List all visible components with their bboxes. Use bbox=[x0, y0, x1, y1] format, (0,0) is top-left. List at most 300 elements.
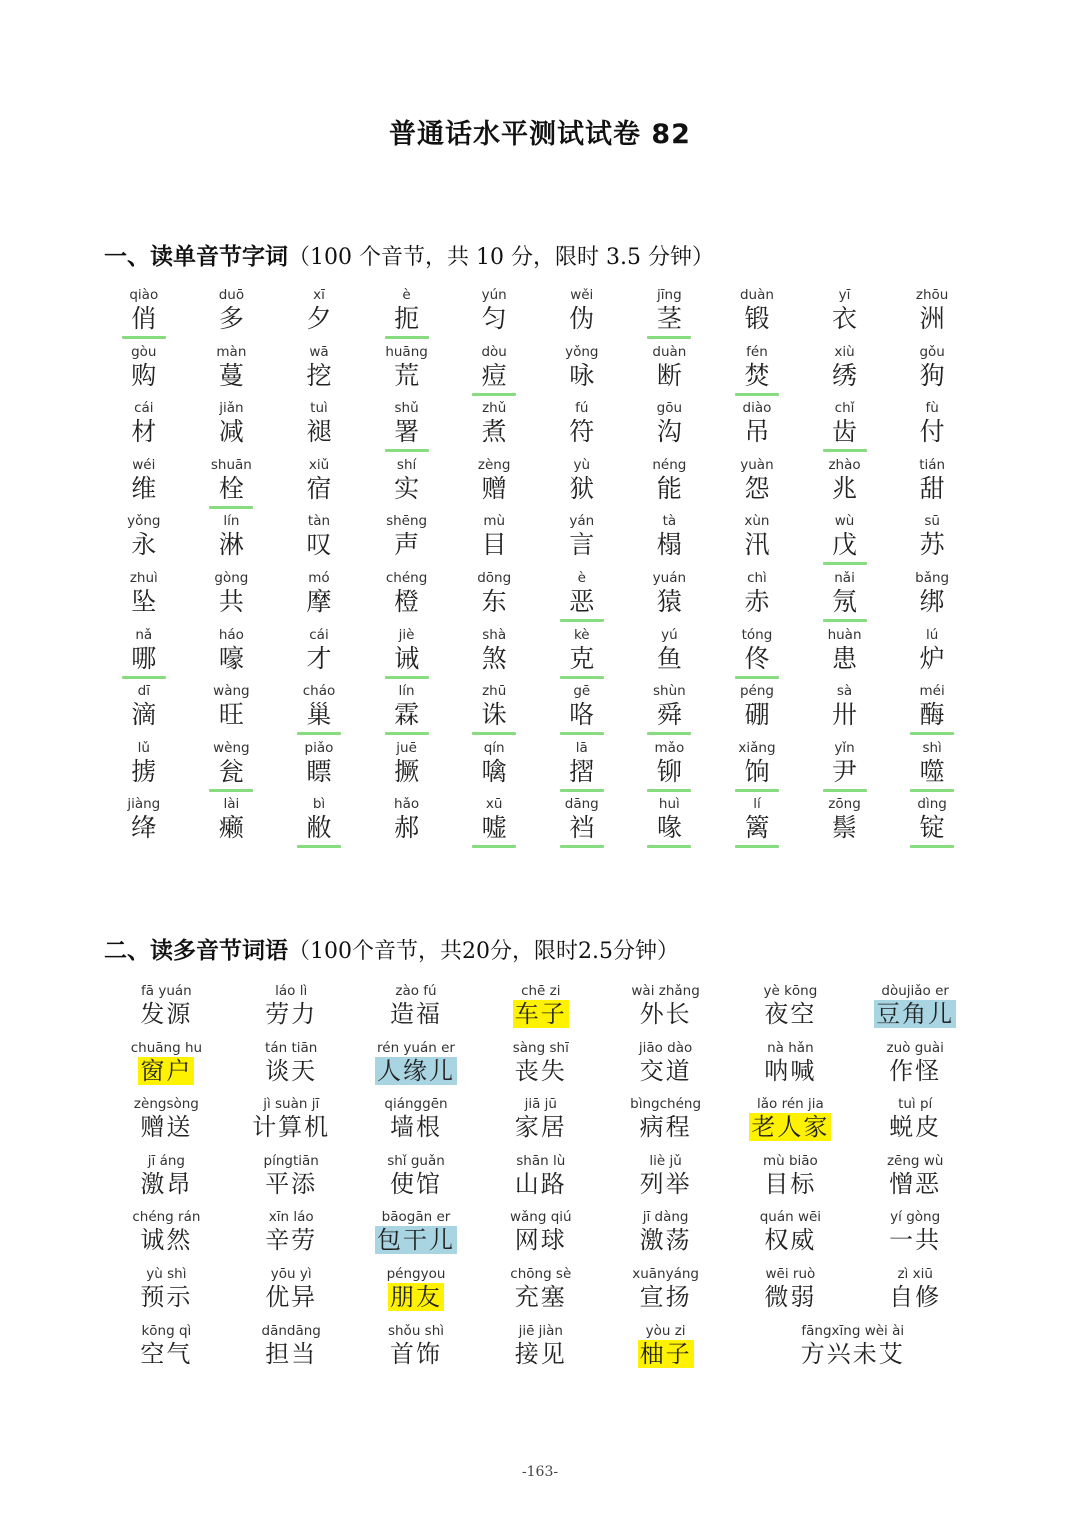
hanzi: 付 bbox=[919, 417, 945, 447]
pinyin: jīng bbox=[657, 287, 682, 303]
word: 病程 bbox=[639, 1113, 692, 1142]
char-cell bbox=[713, 456, 801, 513]
word: 作怪 bbox=[889, 1056, 942, 1085]
word: 列举 bbox=[639, 1169, 692, 1198]
word-cell bbox=[104, 1152, 229, 1209]
pinyin: láo lì bbox=[275, 983, 308, 999]
pinyin: chì bbox=[747, 569, 767, 586]
pinyin: wèng bbox=[213, 739, 250, 756]
word: 方兴未艾 bbox=[800, 1339, 905, 1368]
pinyin: zèngsòng bbox=[133, 1096, 199, 1113]
pinyin: yǐn bbox=[834, 739, 855, 756]
char-cell bbox=[450, 682, 538, 739]
char-row bbox=[100, 399, 976, 456]
word-cell bbox=[354, 1265, 479, 1322]
pinyin: zuò guài bbox=[886, 1039, 944, 1056]
hanzi: 喙 bbox=[656, 813, 682, 843]
word-cell bbox=[229, 1265, 354, 1322]
pinyin: cháo bbox=[302, 683, 336, 700]
pinyin: dī bbox=[137, 683, 150, 700]
pinyin: huāng bbox=[385, 343, 428, 360]
hanzi: 榻 bbox=[656, 530, 682, 560]
hanzi: 宿 bbox=[306, 473, 332, 503]
hanzi: 焚 bbox=[744, 360, 770, 390]
hanzi: 瓮 bbox=[218, 756, 244, 786]
word-cell bbox=[603, 1208, 728, 1265]
pinyin: gòu bbox=[131, 343, 157, 360]
pinyin: chōng sè bbox=[510, 1265, 572, 1282]
word: 网球 bbox=[514, 1226, 567, 1255]
word: 微弱 bbox=[764, 1282, 817, 1311]
pinyin: méi bbox=[919, 683, 945, 700]
word-cell bbox=[603, 1152, 728, 1209]
pinyin: bǎng bbox=[915, 569, 950, 586]
char-cell bbox=[801, 512, 889, 569]
pinyin: diào bbox=[742, 400, 772, 417]
char-cell bbox=[713, 399, 801, 456]
word-row bbox=[104, 1039, 978, 1096]
char-cell bbox=[363, 343, 451, 400]
char-cell bbox=[100, 343, 188, 400]
hanzi: 声 bbox=[394, 530, 420, 560]
pinyin: fā yuán bbox=[141, 983, 192, 999]
word: 激荡 bbox=[639, 1226, 692, 1255]
char-cell bbox=[713, 682, 801, 739]
pinyin: shí bbox=[396, 456, 417, 473]
word-row bbox=[104, 982, 978, 1039]
hanzi: 绛 bbox=[131, 813, 157, 843]
hanzi: 患 bbox=[832, 643, 858, 673]
char-cell bbox=[100, 682, 188, 739]
pinyin: lài bbox=[223, 796, 240, 813]
hanzi: 苏 bbox=[919, 530, 945, 560]
char-row bbox=[100, 456, 976, 513]
pinyin: jī áng bbox=[147, 1152, 185, 1169]
hanzi: 栓 bbox=[218, 473, 244, 503]
section2-heading-text: 二、读多音节词语 bbox=[104, 938, 288, 964]
char-cell bbox=[450, 343, 538, 400]
word: 柚子 bbox=[639, 1339, 692, 1368]
word-cell bbox=[478, 1039, 603, 1096]
word: 一共 bbox=[889, 1226, 942, 1255]
hanzi: 硼 bbox=[744, 700, 770, 730]
char-cell bbox=[888, 343, 976, 400]
char-cell bbox=[888, 456, 976, 513]
pinyin: màn bbox=[216, 343, 247, 360]
single-syllable-grid bbox=[100, 286, 976, 852]
pinyin: yōu yì bbox=[270, 1265, 312, 1282]
word-cell bbox=[478, 982, 603, 1039]
hanzi: 沟 bbox=[656, 417, 682, 447]
hanzi: 噙 bbox=[481, 756, 507, 786]
char-cell bbox=[188, 512, 276, 569]
pinyin: liè jǔ bbox=[649, 1152, 682, 1169]
char-cell bbox=[626, 739, 714, 796]
hanzi: 滴 bbox=[131, 700, 157, 730]
hanzi: 衣 bbox=[832, 304, 858, 333]
pinyin: kōng qì bbox=[141, 1322, 192, 1339]
pinyin: jiǎn bbox=[219, 400, 244, 417]
char-cell bbox=[275, 795, 363, 852]
hanzi: 夕 bbox=[306, 304, 332, 333]
pinyin: jiē jiàn bbox=[518, 1322, 563, 1339]
pinyin: yù shì bbox=[146, 1265, 187, 1282]
pinyin: chéng bbox=[385, 569, 428, 586]
hanzi: 饷 bbox=[744, 756, 770, 786]
pinyin: huàn bbox=[827, 626, 862, 643]
pinyin: xuānyáng bbox=[632, 1265, 699, 1282]
hanzi: 淋 bbox=[218, 530, 244, 560]
hanzi: 能 bbox=[656, 473, 682, 503]
section1-note: （100 个音节，共 10 分，限时 3.5 分钟） bbox=[288, 245, 714, 270]
pinyin: fú bbox=[575, 400, 589, 417]
pinyin: mù bbox=[483, 513, 506, 530]
pinyin: juē bbox=[396, 739, 417, 756]
word-cell bbox=[104, 982, 229, 1039]
word-cell bbox=[728, 982, 853, 1039]
page-title: 普通话水平测试试卷 82 bbox=[389, 119, 691, 150]
char-cell bbox=[188, 399, 276, 456]
section2-heading bbox=[104, 932, 679, 965]
pinyin: tán tiān bbox=[265, 1039, 318, 1056]
hanzi: 言 bbox=[569, 530, 595, 560]
char-cell bbox=[801, 286, 889, 343]
char-cell bbox=[713, 286, 801, 343]
hanzi: 摩 bbox=[306, 586, 332, 616]
word: 计算机 bbox=[252, 1113, 331, 1142]
word: 山路 bbox=[514, 1169, 567, 1198]
pinyin: lǎo rén jia bbox=[757, 1096, 824, 1113]
word: 夜空 bbox=[764, 1000, 817, 1028]
pinyin: lú bbox=[925, 626, 939, 643]
pinyin: shùn bbox=[653, 683, 686, 700]
pinyin: tàn bbox=[307, 513, 331, 530]
word-cell bbox=[728, 1095, 853, 1152]
pinyin: shuān bbox=[210, 456, 252, 473]
word-row bbox=[104, 1208, 978, 1265]
pinyin: yuán bbox=[652, 569, 687, 586]
char-cell bbox=[100, 286, 188, 343]
hanzi: 克 bbox=[569, 643, 595, 673]
word-cell bbox=[853, 982, 978, 1039]
hanzi: 减 bbox=[218, 417, 244, 447]
char-cell bbox=[450, 569, 538, 626]
word: 蜕皮 bbox=[889, 1113, 942, 1142]
char-cell bbox=[363, 456, 451, 513]
hanzi: 俏 bbox=[131, 304, 157, 333]
char-cell bbox=[363, 399, 451, 456]
hanzi: 舜 bbox=[656, 700, 682, 730]
pinyin: qín bbox=[483, 739, 505, 756]
hanzi: 茎 bbox=[656, 304, 682, 333]
char-cell bbox=[713, 739, 801, 796]
char-cell bbox=[538, 739, 626, 796]
pinyin: xiǎng bbox=[738, 739, 776, 756]
word-cell bbox=[104, 1322, 229, 1379]
pinyin: duàn bbox=[739, 287, 774, 303]
hanzi: 诫 bbox=[394, 643, 420, 673]
hanzi: 洲 bbox=[919, 304, 945, 333]
pinyin: zēng wù bbox=[886, 1152, 944, 1169]
char-cell bbox=[275, 569, 363, 626]
word: 窗户 bbox=[140, 1056, 193, 1085]
char-cell bbox=[188, 626, 276, 683]
hanzi: 锻 bbox=[744, 304, 770, 333]
char-cell bbox=[888, 569, 976, 626]
char-cell bbox=[888, 739, 976, 796]
word-cell bbox=[478, 1265, 603, 1322]
char-row bbox=[100, 682, 976, 739]
word: 丧失 bbox=[514, 1056, 567, 1085]
hanzi: 炉 bbox=[919, 643, 945, 673]
pinyin: dōng bbox=[477, 569, 512, 586]
pinyin: lín bbox=[223, 513, 240, 530]
char-cell bbox=[538, 286, 626, 343]
word-cell bbox=[853, 1265, 978, 1322]
section2-note: （100个音节，共20分，限时2.5分钟） bbox=[288, 939, 679, 964]
char-cell bbox=[450, 795, 538, 852]
char-cell bbox=[538, 512, 626, 569]
hanzi: 鱼 bbox=[656, 643, 682, 673]
char-cell bbox=[801, 569, 889, 626]
char-cell bbox=[450, 739, 538, 796]
section1-heading-text: 一、读单音节字词 bbox=[104, 244, 288, 270]
pinyin: piǎo bbox=[304, 739, 334, 756]
pinyin: shà bbox=[482, 626, 507, 643]
pinyin: zhū bbox=[482, 683, 507, 700]
hanzi: 购 bbox=[131, 360, 157, 390]
pinyin: háo bbox=[218, 626, 244, 643]
pinyin: gòng bbox=[214, 569, 249, 586]
pinyin: jiè bbox=[398, 626, 415, 643]
hanzi: 嚎 bbox=[218, 643, 244, 673]
word: 人缘儿 bbox=[376, 1056, 455, 1085]
pinyin: sà bbox=[836, 683, 853, 700]
pinyin: hǎo bbox=[394, 796, 420, 813]
word-cell bbox=[104, 1039, 229, 1096]
pinyin: cái bbox=[134, 400, 154, 417]
hanzi: 共 bbox=[218, 586, 244, 616]
char-cell bbox=[626, 512, 714, 569]
hanzi: 佟 bbox=[744, 643, 770, 673]
pinyin: shì bbox=[922, 739, 942, 756]
word: 辛劳 bbox=[265, 1226, 318, 1255]
hanzi: 篱 bbox=[744, 813, 770, 843]
hanzi: 撅 bbox=[394, 756, 420, 786]
hanzi: 绑 bbox=[919, 586, 945, 616]
word-cell bbox=[478, 1152, 603, 1209]
char-cell bbox=[188, 456, 276, 513]
char-cell bbox=[801, 343, 889, 400]
pinyin: gē bbox=[573, 683, 591, 700]
word: 平添 bbox=[265, 1169, 318, 1198]
word: 自修 bbox=[889, 1282, 942, 1311]
word: 朋友 bbox=[389, 1282, 442, 1311]
hanzi: 赠 bbox=[481, 473, 507, 503]
pinyin: xī bbox=[313, 287, 325, 303]
pinyin: gǒu bbox=[919, 343, 945, 360]
word-cell bbox=[603, 1039, 728, 1096]
char-cell bbox=[100, 569, 188, 626]
char-cell bbox=[450, 512, 538, 569]
pinyin: zhōu bbox=[915, 287, 949, 303]
pinyin: yè kōng bbox=[763, 983, 818, 999]
word-cell bbox=[354, 982, 479, 1039]
char-cell bbox=[275, 343, 363, 400]
word: 目标 bbox=[764, 1169, 817, 1198]
pinyin: dāng bbox=[564, 796, 599, 813]
hanzi: 锭 bbox=[919, 813, 945, 843]
pinyin: fén bbox=[746, 343, 768, 360]
pinyin: jì suàn jī bbox=[263, 1096, 320, 1113]
word-cell bbox=[728, 1208, 853, 1265]
char-cell bbox=[363, 512, 451, 569]
char-row bbox=[100, 626, 976, 683]
char-cell bbox=[100, 795, 188, 852]
char-cell bbox=[801, 682, 889, 739]
pinyin: zào fú bbox=[395, 983, 437, 999]
hanzi: 褪 bbox=[306, 417, 332, 447]
char-row bbox=[100, 569, 976, 626]
char-cell bbox=[363, 569, 451, 626]
hanzi: 煞 bbox=[481, 643, 507, 673]
word: 空气 bbox=[140, 1339, 193, 1368]
word-cell bbox=[603, 982, 728, 1039]
pinyin: xīn láo bbox=[268, 1209, 314, 1226]
word: 权威 bbox=[764, 1226, 817, 1255]
pinyin: shēng bbox=[386, 513, 428, 530]
word-cell bbox=[478, 1208, 603, 1265]
pinyin: tóng bbox=[741, 626, 773, 643]
hanzi: 卅 bbox=[832, 700, 858, 730]
hanzi: 匀 bbox=[481, 304, 507, 333]
pinyin: bāogān er bbox=[381, 1209, 451, 1226]
pinyin: wēi ruò bbox=[765, 1265, 816, 1282]
word-cell bbox=[104, 1095, 229, 1152]
hanzi: 痘 bbox=[481, 360, 507, 390]
page-number: -163- bbox=[521, 1464, 559, 1480]
char-cell bbox=[275, 456, 363, 513]
pinyin: è bbox=[577, 569, 586, 586]
char-row bbox=[100, 795, 976, 852]
pinyin: wěi bbox=[570, 287, 594, 303]
pinyin: néng bbox=[652, 456, 687, 473]
word-row bbox=[104, 1322, 978, 1379]
word: 家居 bbox=[514, 1113, 567, 1142]
pinyin: zì xiū bbox=[897, 1265, 933, 1282]
char-cell bbox=[100, 399, 188, 456]
pinyin: shān lù bbox=[516, 1152, 566, 1169]
pinyin: yán bbox=[569, 513, 595, 530]
char-row bbox=[100, 343, 976, 400]
hanzi: 旺 bbox=[218, 700, 244, 730]
hanzi: 裆 bbox=[569, 813, 595, 843]
hanzi: 尹 bbox=[832, 756, 858, 786]
hanzi: 多 bbox=[218, 304, 244, 333]
hanzi: 署 bbox=[394, 417, 420, 447]
pinyin: yún bbox=[481, 287, 507, 303]
char-cell bbox=[450, 626, 538, 683]
char-cell bbox=[888, 399, 976, 456]
hanzi: 敝 bbox=[306, 813, 332, 843]
hanzi: 氖 bbox=[832, 586, 858, 616]
char-cell bbox=[363, 739, 451, 796]
pinyin: qiánggēn bbox=[384, 1096, 448, 1113]
pinyin: xiǔ bbox=[308, 456, 330, 473]
pinyin: jiā jū bbox=[524, 1096, 557, 1113]
pinyin: cái bbox=[309, 626, 329, 643]
char-cell bbox=[188, 739, 276, 796]
pinyin: chē zi bbox=[521, 983, 561, 999]
hanzi: 目 bbox=[481, 530, 507, 560]
hanzi: 蔓 bbox=[218, 360, 244, 390]
hanzi: 霖 bbox=[394, 700, 420, 730]
word-row bbox=[104, 1152, 978, 1209]
word: 老人家 bbox=[751, 1113, 830, 1142]
pinyin: duàn bbox=[652, 343, 687, 360]
char-cell bbox=[538, 795, 626, 852]
char-cell bbox=[713, 569, 801, 626]
word-cell bbox=[728, 1322, 978, 1379]
word: 墙根 bbox=[389, 1113, 442, 1142]
pinyin: tuì pí bbox=[898, 1096, 933, 1113]
pinyin: yī bbox=[838, 287, 851, 303]
word: 呐喊 bbox=[764, 1056, 817, 1085]
hanzi: 伪 bbox=[569, 304, 595, 333]
char-cell bbox=[538, 343, 626, 400]
hanzi: 哪 bbox=[131, 643, 157, 673]
word-cell bbox=[603, 1265, 728, 1322]
pinyin: lǔ bbox=[137, 739, 150, 756]
hanzi: 郝 bbox=[394, 813, 420, 843]
word-cell bbox=[354, 1039, 479, 1096]
pinyin: shǔ bbox=[394, 400, 419, 417]
pinyin: mǎo bbox=[654, 739, 685, 756]
pinyin: xùn bbox=[744, 513, 770, 530]
hanzi: 甜 bbox=[919, 473, 945, 503]
hanzi: 断 bbox=[656, 360, 682, 390]
pinyin: dòujiǎo er bbox=[881, 983, 949, 999]
word: 接见 bbox=[514, 1339, 567, 1368]
pinyin: yuàn bbox=[740, 456, 774, 473]
pinyin: zèng bbox=[477, 456, 511, 473]
hanzi: 材 bbox=[131, 417, 157, 447]
pinyin: fāngxīng wèi ài bbox=[801, 1322, 905, 1339]
hanzi: 狗 bbox=[919, 360, 945, 390]
char-cell bbox=[888, 286, 976, 343]
pinyin: yí gòng bbox=[890, 1209, 941, 1226]
pinyin: zōng bbox=[828, 796, 861, 813]
pinyin: è bbox=[402, 287, 411, 303]
word: 充塞 bbox=[514, 1282, 567, 1311]
char-cell bbox=[626, 286, 714, 343]
hanzi: 噬 bbox=[919, 756, 945, 786]
char-cell bbox=[713, 795, 801, 852]
pinyin: sàng shī bbox=[512, 1039, 569, 1056]
char-cell bbox=[626, 682, 714, 739]
word-cell bbox=[229, 982, 354, 1039]
word: 宣扬 bbox=[639, 1282, 692, 1311]
multi-syllable-grid bbox=[104, 982, 978, 1378]
char-cell bbox=[188, 682, 276, 739]
word-cell bbox=[354, 1152, 479, 1209]
char-cell bbox=[801, 399, 889, 456]
char-cell bbox=[626, 795, 714, 852]
pinyin: lí bbox=[753, 796, 761, 813]
word-cell bbox=[354, 1208, 479, 1265]
word-row bbox=[104, 1095, 978, 1152]
word: 担当 bbox=[265, 1339, 318, 1368]
